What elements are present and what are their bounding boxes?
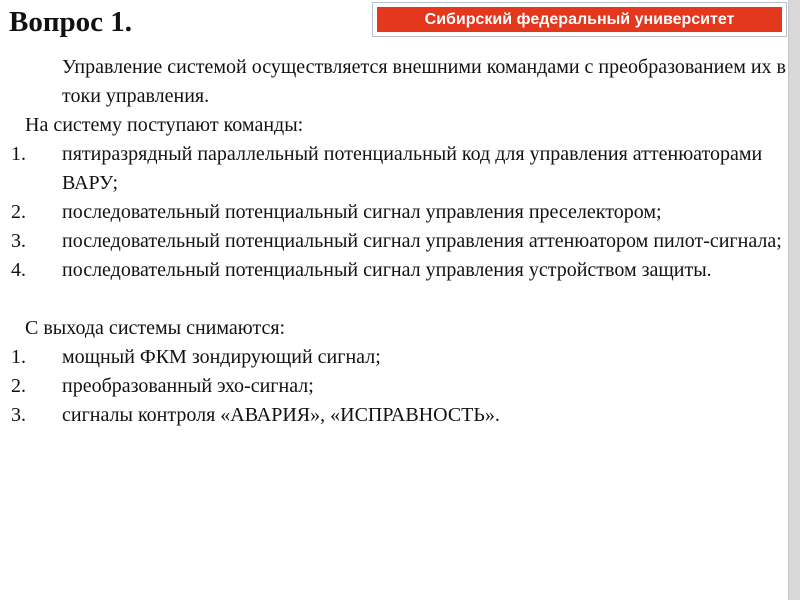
list-item-number: 4. [11,259,26,281]
list-item-number: 1. [11,346,26,368]
inputs-list [0,140,789,285]
inputs-heading: На систему поступают команды: [25,114,304,136]
slide-title: Вопрос 1. [9,6,133,38]
slide-body [0,53,789,430]
list-item-text: преобразованный эхо-сигнал; [62,375,314,397]
blank-line [0,285,789,314]
list-item-number: 3. [11,230,26,252]
right-edge-bar [788,0,800,600]
list-item [0,198,789,227]
list-item [0,256,789,285]
outputs-heading: С выхода системы снимаются: [25,317,286,339]
list-item-text: последовательный потенциальный сигнал управления устройством защиты. [62,259,712,281]
list-item [0,227,789,256]
list-item-text: пятиразрядный параллельный потенциальный код для управления аттенюаторами ВАРУ; [62,143,763,194]
list-item-number: 2. [11,201,26,223]
list-item-text: мощный ФКМ зондирующий сигнал; [62,346,381,368]
university-badge [372,2,787,37]
list-item-number: 1. [11,143,26,165]
list-item [0,401,789,430]
list-item-number: 3. [11,404,26,426]
list-item-number: 2. [11,375,26,397]
list-item [0,343,789,372]
list-item-text: последовательный потенциальный сигнал управления аттенюатором пилот-сигнала; [62,230,782,252]
list-item-text: последовательный потенциальный сигнал управления преселектором; [62,201,662,223]
list-item-text: сигналы контроля «АВАРИЯ», «ИСПРАВНОСТЬ». [62,404,500,426]
outputs-list [0,343,789,430]
list-item [0,140,789,198]
intro-paragraph: Управление системой осуществляется внешними командами с преобразованием их в токи управления. [62,56,786,107]
university-badge-label: Сибирский федеральный университет [377,7,782,32]
list-item [0,372,789,401]
